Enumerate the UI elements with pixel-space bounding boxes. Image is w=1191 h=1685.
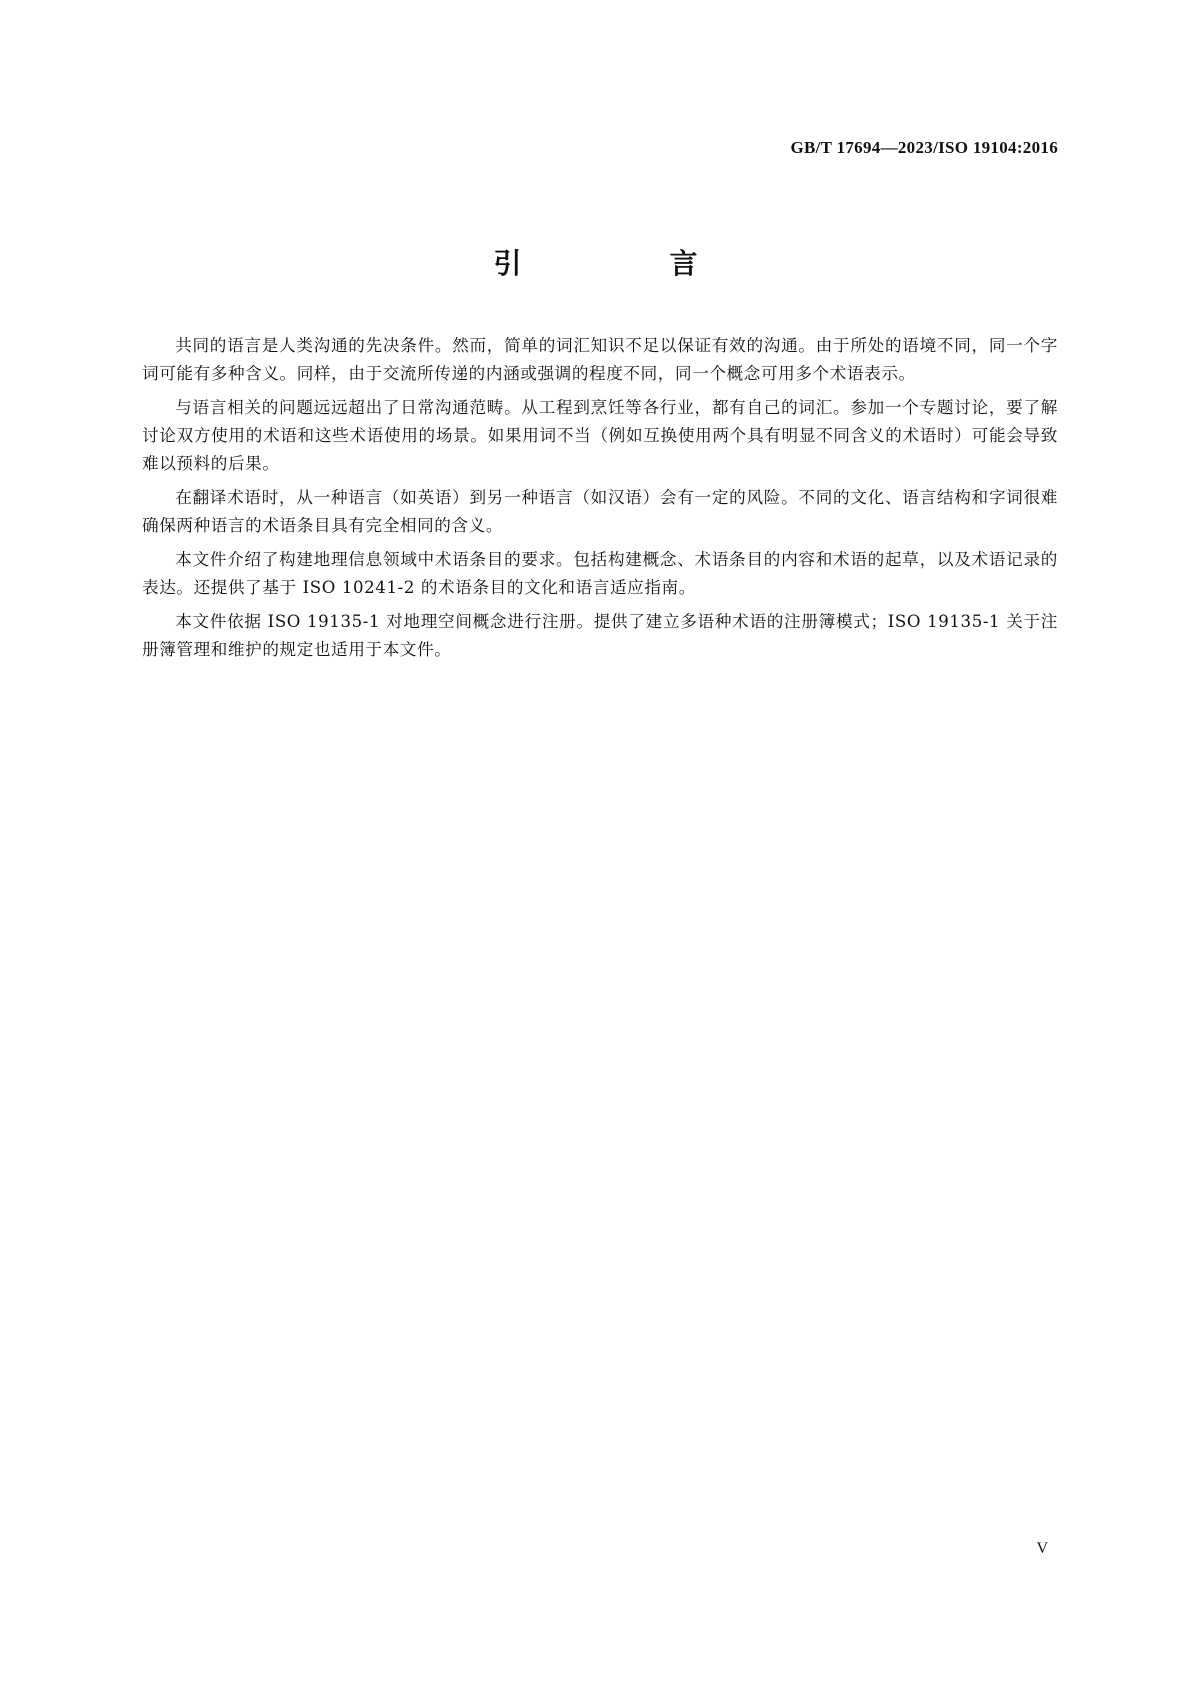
page-number: V xyxy=(1036,1540,1048,1557)
paragraph-3: 在翻译术语时，从一种语言（如英语）到另一种语言（如汉语）会有一定的风险。不同的文化、语言结构和字词很难确保两种语言的术语条目具有完全相同的含义。 xyxy=(142,488,1058,535)
paragraph-5: 本文件依据 ISO 19135-1 对地理空间概念进行注册。提供了建立多语种术语的注册簿模式；ISO 19135-1 关于注册簿管理和维护的规定也适用于本文件。 xyxy=(142,612,1058,659)
paragraph-4: 本文件介绍了构建地理信息领域中术语条目的要求。包括构建概念、术语条目的内容和术语的起草，以及术语记录的表达。还提供了基于 ISO 10241-2 的术语条目的文化和语言适应指南。 xyxy=(142,550,1058,597)
paragraph-1: 共同的语言是人类沟通的先决条件。然而，简单的词汇知识不足以保证有效的沟通。由于所处的语境不同，同一个字词可能有多种含义。同样，由于交流所传递的内涵或强调的程度不同，同一个概念可用多个术语表示。 xyxy=(142,336,1058,383)
introduction-body xyxy=(142,332,1058,670)
paragraph-2: 与语言相关的问题远远超出了日常沟通范畴。从工程到烹饪等各行业，都有自己的词汇。参加一个专题讨论，要了解讨论双方使用的术语和这些术语使用的场景。如果用词不当（例如互换使用两个具有明显不同含义的术语时）可能会导致难以预料的后果。 xyxy=(142,398,1058,473)
page-title: 引 言 xyxy=(493,247,758,280)
standard-code: GB/T 17694—2023/ISO 19104:2016 xyxy=(790,138,1058,157)
